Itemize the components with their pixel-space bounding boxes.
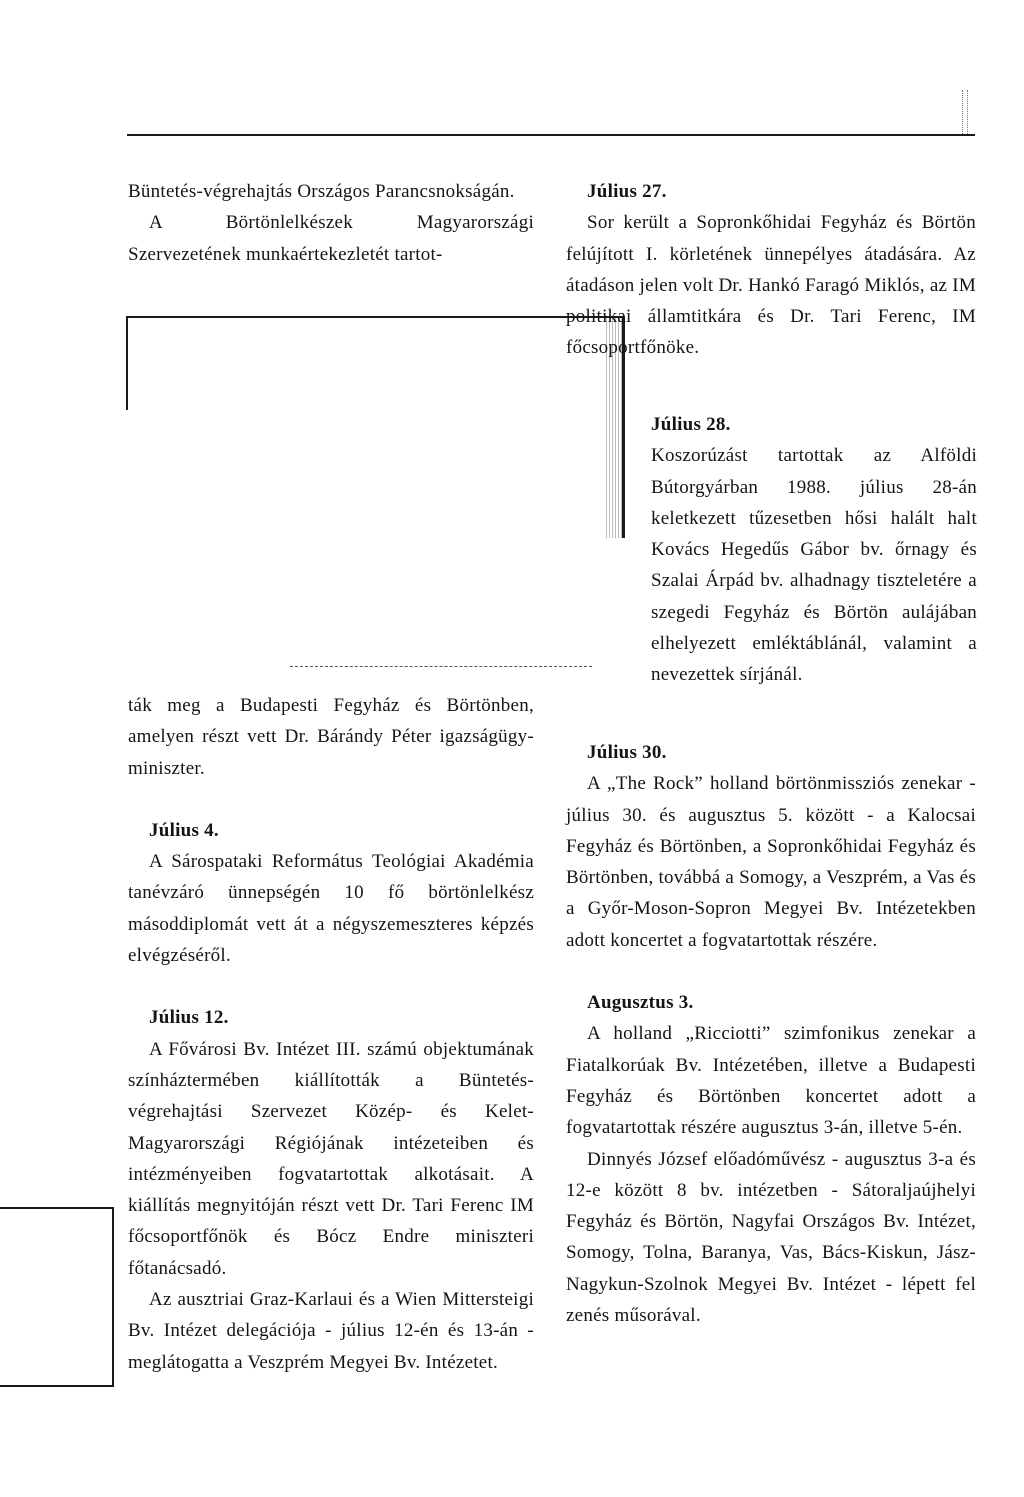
paragraph: Büntetés-végrehajtás Országos Parancsnokságán. (128, 181, 515, 202)
entry-heading-jul27: Július 27. (587, 181, 667, 202)
left-column-lower (128, 690, 534, 1378)
left-column-top (128, 176, 534, 270)
scan-edge-mark (962, 90, 968, 134)
entry-text-jul27: Sor került a Sopronkőhidai Fegyház és Börtön felújított I. körletének ünnepélyes átadására. Az átadáson jelen volt Dr. Hankó Faragó Miklós, az IM politikai államtitkára és Dr. Tari Ferenc, IM főcsoportfőnöke. (566, 212, 976, 359)
entry-text-jul30: A „The Rock” holland börtönmissziós zenekar - július 30. és augusztus 5. között - a Kalocsai Fegyház és Börtönben, a Sopronkőhidai Fegyház és Börtönben, továbbá a Somogy, a Veszprém, a Vas és a Győr-Moson-Sopron Megyei Bv. Intézetekben adott koncertet a fogvatartottak részére. (566, 773, 976, 951)
paragraph: ták meg a Budapesti Fegyház és Börtönben, amelyen részt vett Dr. Bárándy Péter igazságügy-miniszter. (128, 695, 534, 779)
entry-heading-aug3: Augusztus 3. (587, 992, 694, 1014)
entry-text-aug3-2: Dinnyés József előadóművész - augusztus 3-a és 12-e között 8 bv. intézetben - Sátoraljaújhelyi Fegyház és Börtön, Nagyfai Országos Bv. Intézet, Somogy, Tolna, Baranya, Vas, Bács-Kiskun, Jász-Nagykun-Szolnok Megyei Bv. Intézet - lépett fel zenés műsorával. (566, 1148, 976, 1327)
entry-heading-jul4: Július 4. (149, 819, 219, 841)
entry-text-aug3: A holland „Ricciotti” szimfonikus zenekar a Fiatalkorúak Bv. Intézetében, illetve a Budapesti Fegyház és Börtönben koncertet adott a fogvatartottak részére augusztus 3-án, illetve 5-én. (566, 1023, 976, 1139)
right-column-top (566, 176, 976, 364)
right-column-inset (651, 409, 977, 691)
entry-text-jul12-2: Az ausztriai Graz-Karlaui és a Wien Mittersteigi Bv. Intézet delegációja - július 12-én és 13-án - meglátogatta a Veszprém Megyei Bv. Intézetet. (128, 1289, 534, 1373)
entry-text-jul12: A Fővárosi Bv. Intézet III. számú objektumának színháztermében kiállították a Büntetés-végrehajtási Szervezet Közép- és Kelet-Magyarországi Régiójának intézeteiben és intézményeiben fogvatartottak alkotásait. A kiállítás megnyitóján részt vett Dr. Tari Ferenc IM főcsoportfőnök és Bócz Endre miniszteri főtanácsadó. (128, 1038, 534, 1279)
photo-frame-top (126, 316, 625, 410)
entry-heading-jul30: Július 30. (587, 742, 667, 763)
paragraph: A Börtönlelkészek Magyarországi Szervezetének munkaértekezletét tartot- (128, 212, 534, 265)
entry-text-jul4: A Sárospataki Református Teológiai Akadémia tanévzáró ünnepségén 10 fő börtönlelkész másoddiplomát vett át a négyszemeszteres képzés elvégzéséről. (128, 851, 534, 967)
right-column-bottom (566, 737, 976, 1331)
entry-text-jul28: Koszorúzást tartottak az Alföldi Bútorgyárban 1988. július 28-án keletkezett tűzesetben hősi halált halt Kovács Hegedűs Gábor bv. őrnagy és Szalai Árpád bv. alhadnagy tiszteletére a szegedi Fegyház és Börtön aulájában elhelyezett emléktáblánál, valamint a nevezettek sírjánál. (651, 445, 977, 686)
photo-bottom-edge (290, 666, 592, 668)
photo-frame-bottom-left (0, 1207, 114, 1387)
entry-heading-jul12: Július 12. (149, 1007, 229, 1029)
top-rule (127, 134, 975, 136)
entry-heading-jul28: Július 28. (651, 414, 731, 435)
